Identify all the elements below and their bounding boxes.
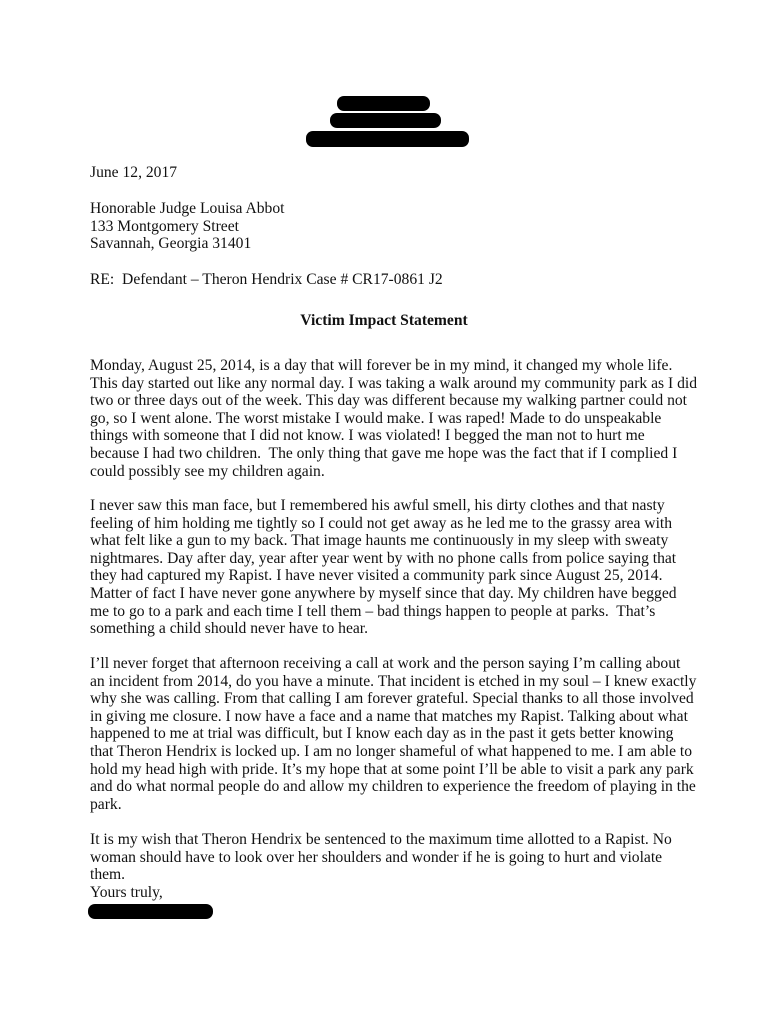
- paragraph-4: [90, 831, 672, 884]
- paragraph-line: them.: [90, 866, 126, 884]
- redacted-sender-name: [337, 96, 430, 111]
- paragraph-line: they had captured my Rapist. I have never visited a community park since August 25, 2014.: [90, 567, 663, 585]
- document-title: Victim Impact Statement: [300, 312, 468, 329]
- paragraph-line: It is my wish that Theron Hendrix be sentenced to the maximum time allotted to a Rapist. No: [90, 831, 672, 848]
- paragraph-3: [90, 655, 696, 813]
- paragraph-line: that Theron Hendrix is locked up. I am no longer shameful of what happened to me. I am able to: [90, 742, 693, 760]
- paragraph-line: nightmares. Day after day, year after year went by with no phone calls from police saying that: [90, 549, 677, 567]
- re-line: RE: Defendant – Theron Hendrix Case # CR17-0861 J2: [90, 271, 443, 288]
- paragraph-line: me to go to a park and each time I tell them – bad things happen to people at parks. That’s: [90, 602, 656, 620]
- paragraph-1: [90, 357, 697, 480]
- paragraph-line: go, so I went alone. The worst mistake I would make. I was raped! Made to do unspeakable: [90, 409, 662, 427]
- recipient-line: Honorable Judge Louisa Abbot: [90, 200, 285, 217]
- recipient-line: 133 Montgomery Street: [90, 217, 239, 235]
- paragraph-line: I’ll never forget that afternoon receiving a call at work and the person saying I’m calling about: [90, 655, 681, 672]
- paragraph-line: This day started out like any normal day. I was taking a walk around my community park as I did: [90, 374, 697, 392]
- paragraph-line: I never saw this man face, but I remembered his awful smell, his dirty clothes and that nasty: [90, 497, 665, 514]
- paragraph-line: park.: [90, 795, 122, 813]
- paragraph-line: two or three days out of the week. This day was different because my walking partner could not: [90, 392, 688, 410]
- redacted-signature: [88, 904, 213, 919]
- paragraph-line: and do what normal people do and allow my children to experience the freedom of playing in the: [90, 778, 696, 796]
- paragraph-line: an incident from 2014, do you have a minute. That incident is etched in my soul – I knew exactly: [90, 672, 697, 690]
- paragraph-2: [90, 497, 677, 638]
- paragraph-line: could possibly see my children again.: [90, 462, 325, 480]
- redacted-sender-address: [330, 113, 441, 128]
- paragraph-line: feeling of him holding me tightly so I could not get away as he led me to the grassy area with: [90, 514, 673, 532]
- paragraph-line: hold my head high with pride. It’s my hope that at some point I’ll be able to visit a park any park: [90, 760, 694, 778]
- paragraph-line: happened to me at trial was difficult, but I know each day as in the past it gets better knowing: [90, 725, 674, 743]
- paragraph-line: woman should have to look over her shoulders and wonder if he is going to hurt and violate: [90, 848, 663, 866]
- paragraph-line: things with someone that I did not know. I was violated! I begged the man not to hurt me: [90, 427, 645, 445]
- paragraph-line: Matter of fact I have never gone anywhere by myself since that day. My children have begged: [90, 584, 677, 602]
- paragraph-line: something a child should never have to hear.: [90, 620, 369, 638]
- recipient-address: [90, 200, 284, 253]
- letter-date: June 12, 2017: [90, 164, 178, 181]
- paragraph-line: why she was calling. From that calling I am forever grateful. Special thanks to all those involved: [90, 690, 694, 708]
- paragraph-line: in giving me closure. I now have a face and a name that matches my Rapist. Talking about what: [90, 707, 688, 725]
- paragraph-line: because I had two children. The only thing that gave me hope was the fact that if I complied I: [90, 444, 678, 462]
- paragraph-line: Monday, August 25, 2014, is a day that will forever be in my mind, it changed my whole life.: [90, 357, 673, 374]
- redacted-sender-city: [306, 131, 469, 147]
- paragraph-line: what felt like a gun to my back. That image haunts me continuously in my sleep with sweaty: [90, 532, 669, 550]
- recipient-line: Savannah, Georgia 31401: [90, 235, 252, 253]
- closing: Yours truly,: [90, 884, 163, 901]
